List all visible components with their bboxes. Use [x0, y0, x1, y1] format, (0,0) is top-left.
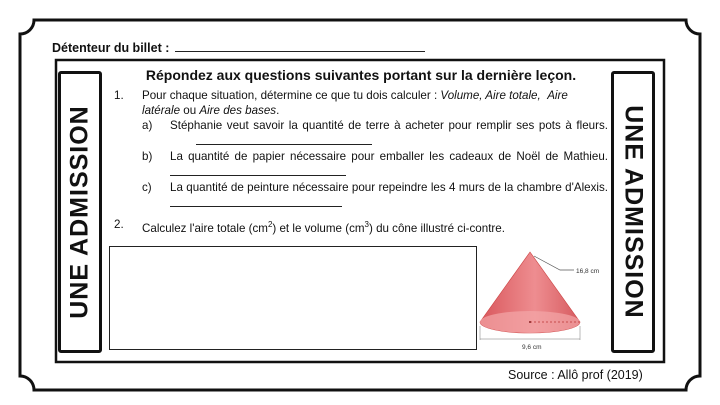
- cone-figure: [478, 248, 628, 358]
- question-1b-text: La quantité de papier nécessaire pour emballer les cadeaux de Noël de Mathieu.: [170, 150, 608, 163]
- question-1-text: Pour chaque situation, détermine ce que tu dois calculer :: [142, 89, 441, 102]
- choice-bases: Aire des bases: [199, 104, 277, 117]
- ticket-holder-line: [52, 39, 425, 55]
- question-content: [114, 68, 608, 236]
- question-1b: b) La quantité de papier nécessaire pour emballer les cadeaux de Noël de Mathieu.: [114, 149, 608, 180]
- ticket-holder-blank[interactable]: [175, 39, 425, 52]
- question-1a: a) Stéphanie veut savoir la quantité de terre à acheter pour remplir ses pots à fleurs.: [114, 118, 608, 149]
- side-banner-right-text: UNE ADMISSION: [619, 105, 648, 319]
- side-banner-left-text: UNE ADMISSION: [65, 105, 94, 319]
- choice-volume-total: Volume, Aire totale,: [440, 89, 541, 102]
- question-1a-text: Stéphanie veut savoir la quantité de terre à acheter pour remplir ses pots à fleurs.: [170, 119, 608, 132]
- question-1c-text: La quantité de peinture nécessaire pour repeindre les 4 murs de la chambre d'Alexis.: [170, 181, 608, 194]
- question-1-number: 1.: [114, 89, 124, 102]
- question-1: 1. Pour chaque situation, détermine ce que tu dois calculer : Volume, Aire totale, Aire latérale ou Aire des bases.: [114, 89, 568, 117]
- source-credit: Source : Allô prof (2019): [508, 368, 643, 382]
- choice-lateral: Aire latérale: [142, 89, 568, 117]
- question-2: 2. Calculez l'aire totale $(cm^2)$ et le volume $(cm^3)$ du cône illustré ci-contre.: [114, 218, 505, 235]
- side-banner-left: [58, 71, 102, 353]
- answer-box-q2[interactable]: [109, 246, 477, 350]
- question-2-number: 2.: [114, 218, 124, 231]
- height-label: 16,8 cm: [576, 268, 600, 275]
- page-title: Répondez aux questions suivantes portant sur la dernière leçon.: [145, 67, 577, 83]
- answer-1b-blank[interactable]: [170, 164, 346, 176]
- ticket-holder-label: Détenteur du billet :: [52, 41, 170, 55]
- diameter-label: 9,6 cm: [522, 344, 542, 351]
- question-1c: c) La quantité de peinture nécessaire pour repeindre les 4 murs de la chambre d'Alexis.: [114, 180, 608, 211]
- answer-1a-blank[interactable]: [196, 133, 372, 145]
- answer-1c-blank[interactable]: [170, 195, 342, 207]
